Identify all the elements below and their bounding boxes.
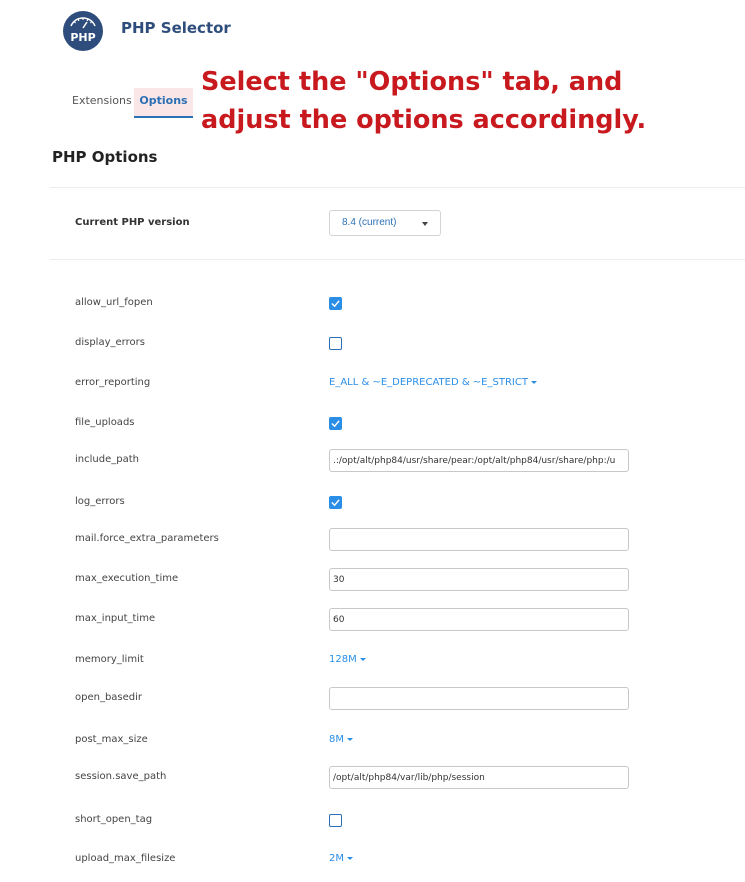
chevron-down-icon [347,857,353,860]
php-version-select[interactable] [329,210,441,236]
dropdown-value: 8M [329,734,344,745]
option-name: include_path [75,454,139,465]
option-row [0,332,745,356]
check-icon [331,299,340,308]
dropdown-value: 2M [329,853,344,864]
section-title: PHP Options [52,148,158,166]
dropdown-value: 128M [329,654,357,665]
app-title: PHP Selector [121,19,231,37]
max-input-time-input[interactable]: 60 [329,608,629,631]
chevron-down-icon [531,381,537,384]
option-row [0,766,745,790]
include-path-input[interactable]: .:/opt/alt/php84/usr/share/pear:/opt/alt/php84/usr/share/php:/u [329,449,629,472]
option-row [0,491,745,515]
chevron-down-icon [347,738,353,741]
dropdown-value: E_ALL & ~E_DEPRECATED & ~E_STRICT [329,377,528,388]
instruction-line-1: Select the "Options" tab, and [201,67,623,97]
option-row [0,848,745,872]
option-name: max_execution_time [75,573,179,584]
tab-options[interactable]: Options [134,88,193,118]
post-max-size-dropdown[interactable] [329,734,353,745]
tab-extensions[interactable]: Extensions [72,94,132,107]
short-open-tag-checkbox[interactable] [329,814,342,827]
divider [50,259,745,260]
session-save-path-input[interactable]: /opt/alt/php84/var/lib/php/session [329,766,629,789]
php-version-label: Current PHP version [75,217,190,228]
option-name: display_errors [75,337,145,348]
option-row [0,687,745,711]
option-row [0,729,745,753]
display-errors-checkbox[interactable] [329,337,342,350]
option-row [0,809,745,833]
instruction-line-2: adjust the options accordingly. [201,105,647,135]
option-row [0,608,745,632]
option-name: log_errors [75,496,125,507]
option-name: short_open_tag [75,814,153,825]
chevron-down-icon [422,222,428,226]
php-logo [62,10,104,52]
option-name: mail.force_extra_parameters [75,533,219,544]
option-name: post_max_size [75,734,148,745]
log-errors-checkbox[interactable] [329,496,342,509]
open-basedir-input[interactable] [329,687,629,710]
option-row [0,412,745,436]
option-name: error_reporting [75,377,151,388]
logo-text: PHP [70,31,96,44]
option-name: memory_limit [75,654,144,665]
option-name: file_uploads [75,417,135,428]
option-row [0,292,745,316]
option-name: session.save_path [75,771,167,782]
memory-limit-dropdown[interactable] [329,654,366,665]
upload-max-filesize-dropdown[interactable] [329,853,353,864]
allow-url-fopen-checkbox[interactable] [329,297,342,310]
option-row [0,449,745,473]
file-uploads-checkbox[interactable] [329,417,342,430]
check-icon [331,419,340,428]
option-row [0,372,745,396]
mail-force-extra-parameters-input[interactable] [329,528,629,551]
option-name: max_input_time [75,613,156,624]
option-row [0,568,745,592]
error-reporting-dropdown[interactable] [329,377,537,388]
option-name: allow_url_fopen [75,297,153,308]
option-row [0,649,745,673]
divider [50,187,745,188]
option-name: open_basedir [75,692,143,703]
instruction-callout [201,63,646,139]
option-row [0,528,745,552]
check-icon [331,498,340,507]
php-version-value: 8.4 (current) [342,217,397,228]
max-execution-time-input[interactable]: 30 [329,568,629,591]
option-name: upload_max_filesize [75,853,176,864]
chevron-down-icon [360,658,366,661]
